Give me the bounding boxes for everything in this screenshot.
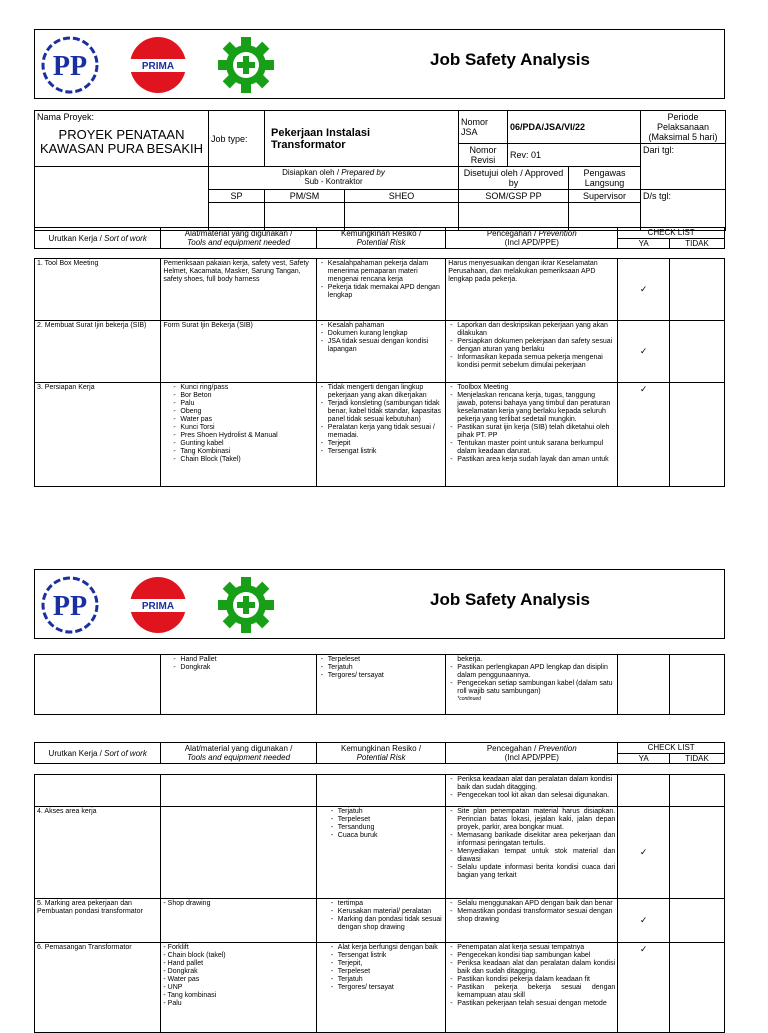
check-ya[interactable] bbox=[618, 655, 670, 715]
jsa-table-page1 bbox=[34, 258, 725, 487]
check-tidak[interactable] bbox=[670, 807, 725, 899]
check-tidak[interactable] bbox=[670, 321, 725, 383]
table-row bbox=[35, 321, 725, 383]
check-tidak[interactable] bbox=[670, 259, 725, 321]
check-ya[interactable]: ✓ bbox=[618, 321, 670, 383]
pp-logo-icon bbox=[39, 34, 101, 96]
col-som: SOM/GSP PP bbox=[459, 190, 569, 203]
nomor-revisi-label: Nomor Revisi bbox=[459, 144, 508, 167]
work-step: 4. Akses area kerja bbox=[35, 807, 161, 899]
page-title: Job Safety Analysis bbox=[430, 590, 590, 609]
safety-gear-icon bbox=[215, 574, 277, 636]
tools-cell: - Forklift - Chain block (takel) - Hand pallet - Dongkrak - Water pas - UNP - Tang kombinasi - Palu bbox=[161, 943, 316, 1033]
risk-cell: - Terjatuh - Terpeleset - Tersandung - Cuaca buruk bbox=[316, 807, 446, 899]
col-ya: YA bbox=[618, 238, 670, 249]
col-tidak: TIDAK bbox=[670, 753, 725, 764]
check-ya[interactable] bbox=[618, 775, 670, 807]
check-tidak[interactable] bbox=[670, 383, 725, 487]
jsa-table-page2 bbox=[34, 774, 725, 1033]
risk-cell: - Terpeleset - Terjatuh - Tergores/ tersayat bbox=[316, 655, 446, 715]
dari-tgl: Dari tgl: bbox=[641, 144, 726, 190]
check-ya[interactable]: ✓ bbox=[618, 259, 670, 321]
table-row bbox=[35, 775, 725, 807]
work-step: 1. Tool Box Meeting bbox=[35, 259, 161, 321]
risk-cell: - tertimpa - Kerusakan material/ peralatan - Marking dan pondasi tidak sesuai dengan shop drawing bbox=[316, 899, 446, 943]
risk-cell: - Kesalah pahaman - Dokumen kurang lengkap - JSA tidak sesuai dengan kondisi lapangan bbox=[316, 321, 446, 383]
col-checklist: CHECK LIST bbox=[618, 743, 725, 754]
col-alat: Alat/material yang digunakan / Tools and equipment needed bbox=[161, 228, 316, 249]
prima-logo-icon bbox=[127, 34, 189, 96]
check-tidak[interactable] bbox=[670, 775, 725, 807]
work-step: 2. Membuat Surat Ijin bekerja (SIB) bbox=[35, 321, 161, 383]
prima-logo-icon bbox=[127, 574, 189, 636]
col-sheo: SHEO bbox=[345, 190, 459, 203]
svg-text:PP: PP bbox=[52, 51, 88, 82]
col-urutan: Urutkan Kerja / Sort of work bbox=[35, 228, 161, 249]
page2-header bbox=[34, 569, 725, 639]
col-risiko: Kemungkinan Resiko / Potential Risk bbox=[316, 743, 446, 764]
nomor-jsa-value: 06/PDA/JSA/VI/22 bbox=[508, 111, 641, 144]
safety-gear-icon bbox=[215, 34, 277, 96]
risk-cell: - Alat kerja berfungsi dengan baik - Tersengat listrik - Terjepit, - Terpeleset - Terjatuh - Tergores/ tersayat bbox=[316, 943, 446, 1033]
ds-tgl: D/s tgl: bbox=[641, 190, 726, 231]
tools-cell: Form Surat Ijin Bekerja (SIB) bbox=[161, 321, 316, 383]
prevention-cell: - Laporkan dan deskripsikan pekerjaan yang akan dilakukan - Persiapkan dokumen pekerjaan dan safety sesuai dengan aturan yang berlaku - Informasikan kepada semua pekerja mengenai kondisi permit sebelum dimulai pekerjaan bbox=[446, 321, 618, 383]
check-ya[interactable]: ✓ bbox=[618, 383, 670, 487]
col-ya: YA bbox=[618, 753, 670, 764]
project-name-cell: Nama Proyek: PROYEK PENATAAN KAWASAN PURA BESAKIH bbox=[35, 111, 209, 167]
tools-cell: - Kunci ring/pass - Bor Beton - Palu - Obeng - Water pas - Kunci Torsi - Pres Shoen Hydrolist & Manual - Gunting kabel - Tang Kombinasi - Chain Block (Takel) bbox=[161, 383, 316, 487]
col-alat: Alat/material yang digunakan / Tools and equipment needed bbox=[161, 743, 316, 764]
risk-cell: - Tidak mengerti dengan lingkup pekerjaan yang akan dikerjakan - Terjadi konsleting (sambungan tidak benar, kabel tidak standar, kapasitas panel tidak sesuai kebutuhan) - Peralatan kerja yang tidak sesuai / memadai. - Terjepit - Tersengat listrik bbox=[316, 383, 446, 487]
svg-text:PP: PP bbox=[52, 591, 88, 622]
prevention-cell: Harus menyesuaikan dengan ikrar Keselamatan Perusahaan, dan melakukan pemeriksaan APD lengkap pada pekerja. bbox=[446, 259, 618, 321]
check-tidak[interactable] bbox=[670, 655, 725, 715]
approved-by-header: Disetujui oleh / Approved by bbox=[459, 167, 569, 190]
work-step: 6. Pemasangan Transformator bbox=[35, 943, 161, 1033]
work-step: 5. Marking area pekerjaan dan Pembuatan pondasi transformator bbox=[35, 899, 161, 943]
col-tidak: TIDAK bbox=[670, 238, 725, 249]
tools-cell: - Shop drawing bbox=[161, 899, 316, 943]
tools-cell: - Hand Pallet - Dongkrak bbox=[161, 655, 316, 715]
jsa-table-continuation bbox=[34, 654, 725, 715]
periode-label: Periode Pelaksanaan (Maksimal 5 hari) bbox=[641, 111, 726, 144]
risk-cell: - Kesalahpahaman pekerja dalam menerima pemaparan materi mengenai rencana kerja - Pekerja tidak memakai APD dengan lengkap bbox=[316, 259, 446, 321]
page1-header bbox=[34, 29, 725, 99]
check-ya[interactable]: ✓ bbox=[618, 943, 670, 1033]
work-step: 3. Persiapan Kerja bbox=[35, 383, 161, 487]
svg-text:PRIMA: PRIMA bbox=[141, 601, 175, 612]
col-pmsm: PM/SM bbox=[265, 190, 345, 203]
columns-header-2 bbox=[34, 742, 725, 764]
check-tidak[interactable] bbox=[670, 943, 725, 1033]
table-row bbox=[35, 899, 725, 943]
col-urutan: Urutkan Kerja / Sort of work bbox=[35, 743, 161, 764]
check-ya[interactable]: ✓ bbox=[618, 899, 670, 943]
pengawas-header: Pengawas Langsung bbox=[569, 167, 641, 190]
prevention-cell: - Selalu menggunakan APD dengan baik dan benar - Memastikan pondasi transformator sesuai dengan shop drawing bbox=[446, 899, 618, 943]
svg-text:PRIMA: PRIMA bbox=[141, 61, 175, 72]
prevention-cell: bekerja. - Pastikan perlengkapan APD lengkap dan disiplin dalam penggunaannya. - Pengecekan setiap sambungan kabel (dalam satu roll wajib satu sambungan) *continued bbox=[446, 655, 618, 715]
columns-header-1 bbox=[34, 227, 725, 249]
col-pencegahan: Pencegahan / Prevention (Incl APD/PPE) bbox=[446, 743, 618, 764]
table-row bbox=[35, 943, 725, 1033]
pp-logo-icon bbox=[39, 574, 101, 636]
tools-cell: Pemeriksaan pakaian kerja, safety vest, Safety Helmet, Kacamata, Masker, Sarung Tangan, safety shoes, full body harness bbox=[161, 259, 316, 321]
col-checklist: CHECK LIST bbox=[618, 228, 725, 239]
job-type-value: Pekerjaan Instalasi Transformator bbox=[265, 111, 459, 167]
col-sp: SP bbox=[209, 190, 265, 203]
job-type-label: Job type: bbox=[209, 111, 265, 167]
project-info-table bbox=[34, 110, 726, 231]
col-pencegahan: Pencegahan / Prevention (Incl APD/PPE) bbox=[446, 228, 618, 249]
nomor-revisi-value: Rev: 01 bbox=[508, 144, 641, 167]
check-tidak[interactable] bbox=[670, 899, 725, 943]
table-row bbox=[35, 655, 725, 715]
table-row bbox=[35, 383, 725, 487]
col-supervisor: Supervisor bbox=[569, 190, 641, 203]
prevention-cell: - Periksa keadaan alat dan peralatan dalam kondisi baik dan sudah ditagging. - Pengecekan tool kit akan dan selesai digunakan. bbox=[446, 775, 618, 807]
prepared-by-header: Disiapkan oleh / Prepared by Sub - Kontraktor bbox=[209, 167, 459, 190]
prevention-cell: - Site plan penempatan material harus disiapkan. Perincian batas lokasi, jejalan kaki, jalan depan proyek, parkir, area bongkar muat. - Memasang barikade disekitar area pekerjaan dan informasi peringatan tertulis. - Menyediakan tempat untuk stok material dan diawasi - Selalu update informasi berita kondisi cuaca dari bagian yang terkait bbox=[446, 807, 618, 899]
prevention-cell: - Toolbox Meeting - Menjelaskan rencana kerja, tugas, tanggung jawab, potensi bahaya yang timbul dan peraturan keselamatan kerja yang berlaku kepada seluruh pekerja yang terlibat sedetail mungkin. - Pastikan surat ijin kerja (SIB) telah diketahui oleh pihak PT. PP - Tentukan master point untuk sarana berkumpul dalam keadaan darurat. - Pastikan area kerja sudah layak dan aman untuk bbox=[446, 383, 618, 487]
page-title: Job Safety Analysis bbox=[430, 50, 590, 69]
table-row bbox=[35, 807, 725, 899]
check-ya[interactable]: ✓ bbox=[618, 807, 670, 899]
col-risiko: Kemungkinan Resiko / Potential Risk bbox=[316, 228, 446, 249]
nomor-jsa-label: Nomor JSA bbox=[459, 111, 508, 144]
prevention-cell: - Penempatan alat kerja sesuai tempatnya - Pengecekan kondisi tiap sambungan kabel - Periksa keadaan alat dan peralatan dalam kondisi baik dan sudah ditagging. - Pastikan kondisi pekerja dalam keadaan fit - Pastikan pekerja bekerja sesuai dengan kemampuan atau skill - Pastikan pekerjaan telah sesuai dengan metode bbox=[446, 943, 618, 1033]
table-row bbox=[35, 259, 725, 321]
